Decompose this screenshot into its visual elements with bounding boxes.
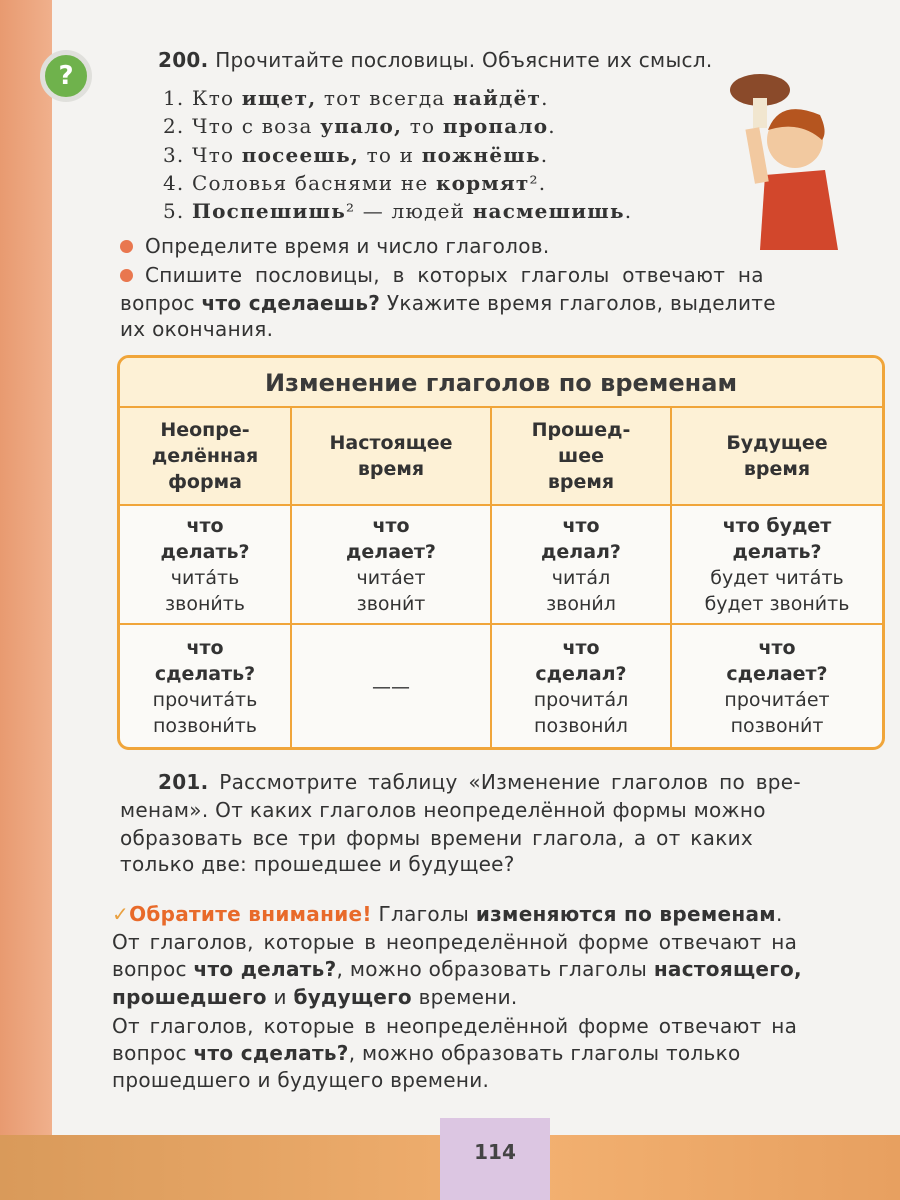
verb-tense-table: [117, 355, 885, 750]
note-line: От глаголов, которые в неопределённой форме отвечают на: [112, 930, 798, 954]
table-cell: что делать? чита́ть звони́ть: [120, 506, 292, 623]
table-cell: что делает? чита́ет звони́т: [292, 506, 492, 623]
table-cell: что сделал? прочита́л позвони́л: [492, 625, 672, 749]
table-row: [120, 506, 882, 625]
boy-with-mushroom-illustration: [720, 60, 840, 250]
table-cell: ——: [292, 625, 492, 749]
table-title: Изменение глаголов по временам: [120, 358, 882, 408]
note-line: От глаголов, которые в неопределённой форме отвечают на: [112, 1014, 798, 1038]
table-header-row: [120, 408, 882, 506]
checkmark-icon: ✓: [112, 902, 130, 926]
proverb-item: 1. Кто ищет, тот всегда найдёт.: [163, 86, 549, 110]
proverb-item: 3. Что посеешь, то и пожнёшь.: [163, 143, 549, 167]
note-line: вопрос что делать?, можно образовать глаголы настоящего,: [112, 957, 802, 981]
task-2-cont: вопрос что сделаешь? Укажите время глаголов, выделите: [120, 291, 776, 315]
header-cell: Неопре- делённая форма: [120, 408, 292, 504]
task-2-end: их окончания.: [120, 317, 274, 341]
proverb-item: 5. Поспешишь² — людей насмешишь.: [163, 199, 633, 223]
note-heading: ✓Обратите внимание! Глаголы изменяются по временам.: [112, 902, 783, 926]
header-cell: Будущее время: [726, 432, 828, 480]
exercise-201-line: только две: прошедшее и будущее?: [120, 852, 515, 876]
proverb-item: 2. Что с воза упало, то пропало.: [163, 114, 556, 138]
exercise-201-line: менам». От каких глаголов неопределённой формы можно: [120, 798, 766, 822]
exercise-201-line: образовать все три формы времени глагола, а от каких: [120, 826, 754, 850]
proverb-item: 4. Соловья баснями не кормят².: [163, 171, 547, 195]
page-number: 114: [440, 1118, 550, 1200]
task-1: Определите время и число глаголов.: [120, 234, 550, 258]
note-line: прошедшего и будущего времени.: [112, 985, 518, 1009]
bullet-icon: [120, 269, 133, 282]
exercise-200-heading: 200. Прочитайте пословицы. Объясните их смысл.: [158, 48, 713, 72]
header-cell: Прошед- шее время: [492, 408, 672, 504]
bullet-icon: [120, 240, 133, 253]
table-row: [120, 625, 882, 749]
table-cell: что будет делать? будет чита́ть будет звони́ть: [704, 514, 850, 615]
table-cell: что сделает? прочита́ет позвони́т: [724, 637, 830, 737]
note-line: вопрос что сделать?, можно образовать глаголы только: [112, 1041, 741, 1065]
header-cell: Настоящее время: [292, 408, 492, 504]
question-icon: ?: [40, 50, 92, 102]
exercise-201-line: 201. Рассмотрите таблицу «Изменение глаголов по вре-: [158, 770, 801, 794]
note-line: прошедшего и будущего времени.: [112, 1068, 490, 1092]
task-2: Спишите пословицы, в которых глаголы отвечают на: [120, 263, 764, 287]
table-cell: что делал? чита́л звони́л: [492, 506, 672, 623]
table-cell: что сделать? прочита́ть позвони́ть: [120, 625, 292, 749]
page-edge: [0, 0, 52, 1200]
